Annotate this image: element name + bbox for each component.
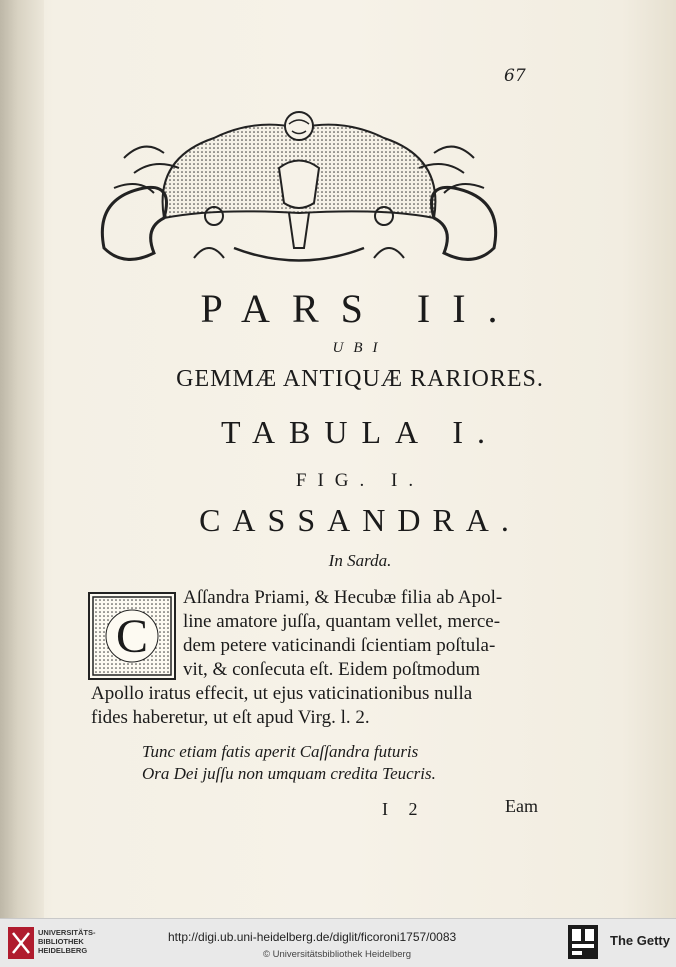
ub-heidelberg-logo-icon: [8, 927, 34, 959]
section-heading: GEMMÆ ANTIQUÆ RARIORES.: [176, 366, 544, 392]
library-name-line: UNIVERSITÄTS-: [38, 928, 96, 937]
part-title: PARS II.: [200, 286, 520, 331]
subtitle-ubi: UBI: [332, 340, 388, 356]
permalink-url[interactable]: http://digi.ub.uni-heidelberg.de/diglit/ficoroni1757/0083: [168, 930, 457, 944]
initial-letter: C: [115, 610, 149, 663]
catchword: Eam: [505, 796, 538, 816]
body-line: fides haberetur, ut eſt apud Virg. l. 2.: [91, 707, 370, 728]
material-note: In Sarda.: [328, 551, 392, 570]
partner-name: The Getty: [610, 933, 670, 948]
verse-line: Tunc etiam fatis aperit Caſſandra futuris: [142, 742, 419, 761]
library-name-line: HEIDELBERG: [38, 946, 88, 955]
body-line: line amatore juſſa, quantam vellet, merce-: [183, 611, 501, 632]
viewer-footer: [0, 918, 676, 967]
library-name: [38, 928, 96, 955]
figure-subject: CASSANDRA.: [199, 502, 521, 538]
verse-line: Ora Dei juſſu non umquam credita Teucris.: [142, 764, 436, 783]
body-line: vit, & conſecuta eſt. Eidem poſtmodum: [183, 659, 481, 680]
library-name-line: BIBLIOTHEK: [38, 937, 84, 946]
copyright-notice: © Universitätsbibliothek Heidelberg: [263, 949, 411, 960]
decorated-initial: [88, 592, 176, 680]
figure-label: FIG. I.: [295, 470, 425, 491]
page-number: 67: [504, 66, 526, 86]
plate-title: TABULA I.: [220, 414, 500, 450]
body-line: Aſſandra Priami, & Hecubæ filia ab Apol-: [183, 587, 503, 608]
body-line: dem petere vaticinandi ſcientiam poſtula-: [183, 635, 496, 656]
body-line: Apollo iratus effecit, ut ejus vaticinationibus nulla: [91, 683, 473, 704]
signature-mark: I 2: [382, 799, 426, 819]
engraved-ornament-headpiece: [84, 98, 514, 278]
book-spine-shadow: [0, 0, 44, 918]
getty-logo-icon: [568, 925, 598, 959]
